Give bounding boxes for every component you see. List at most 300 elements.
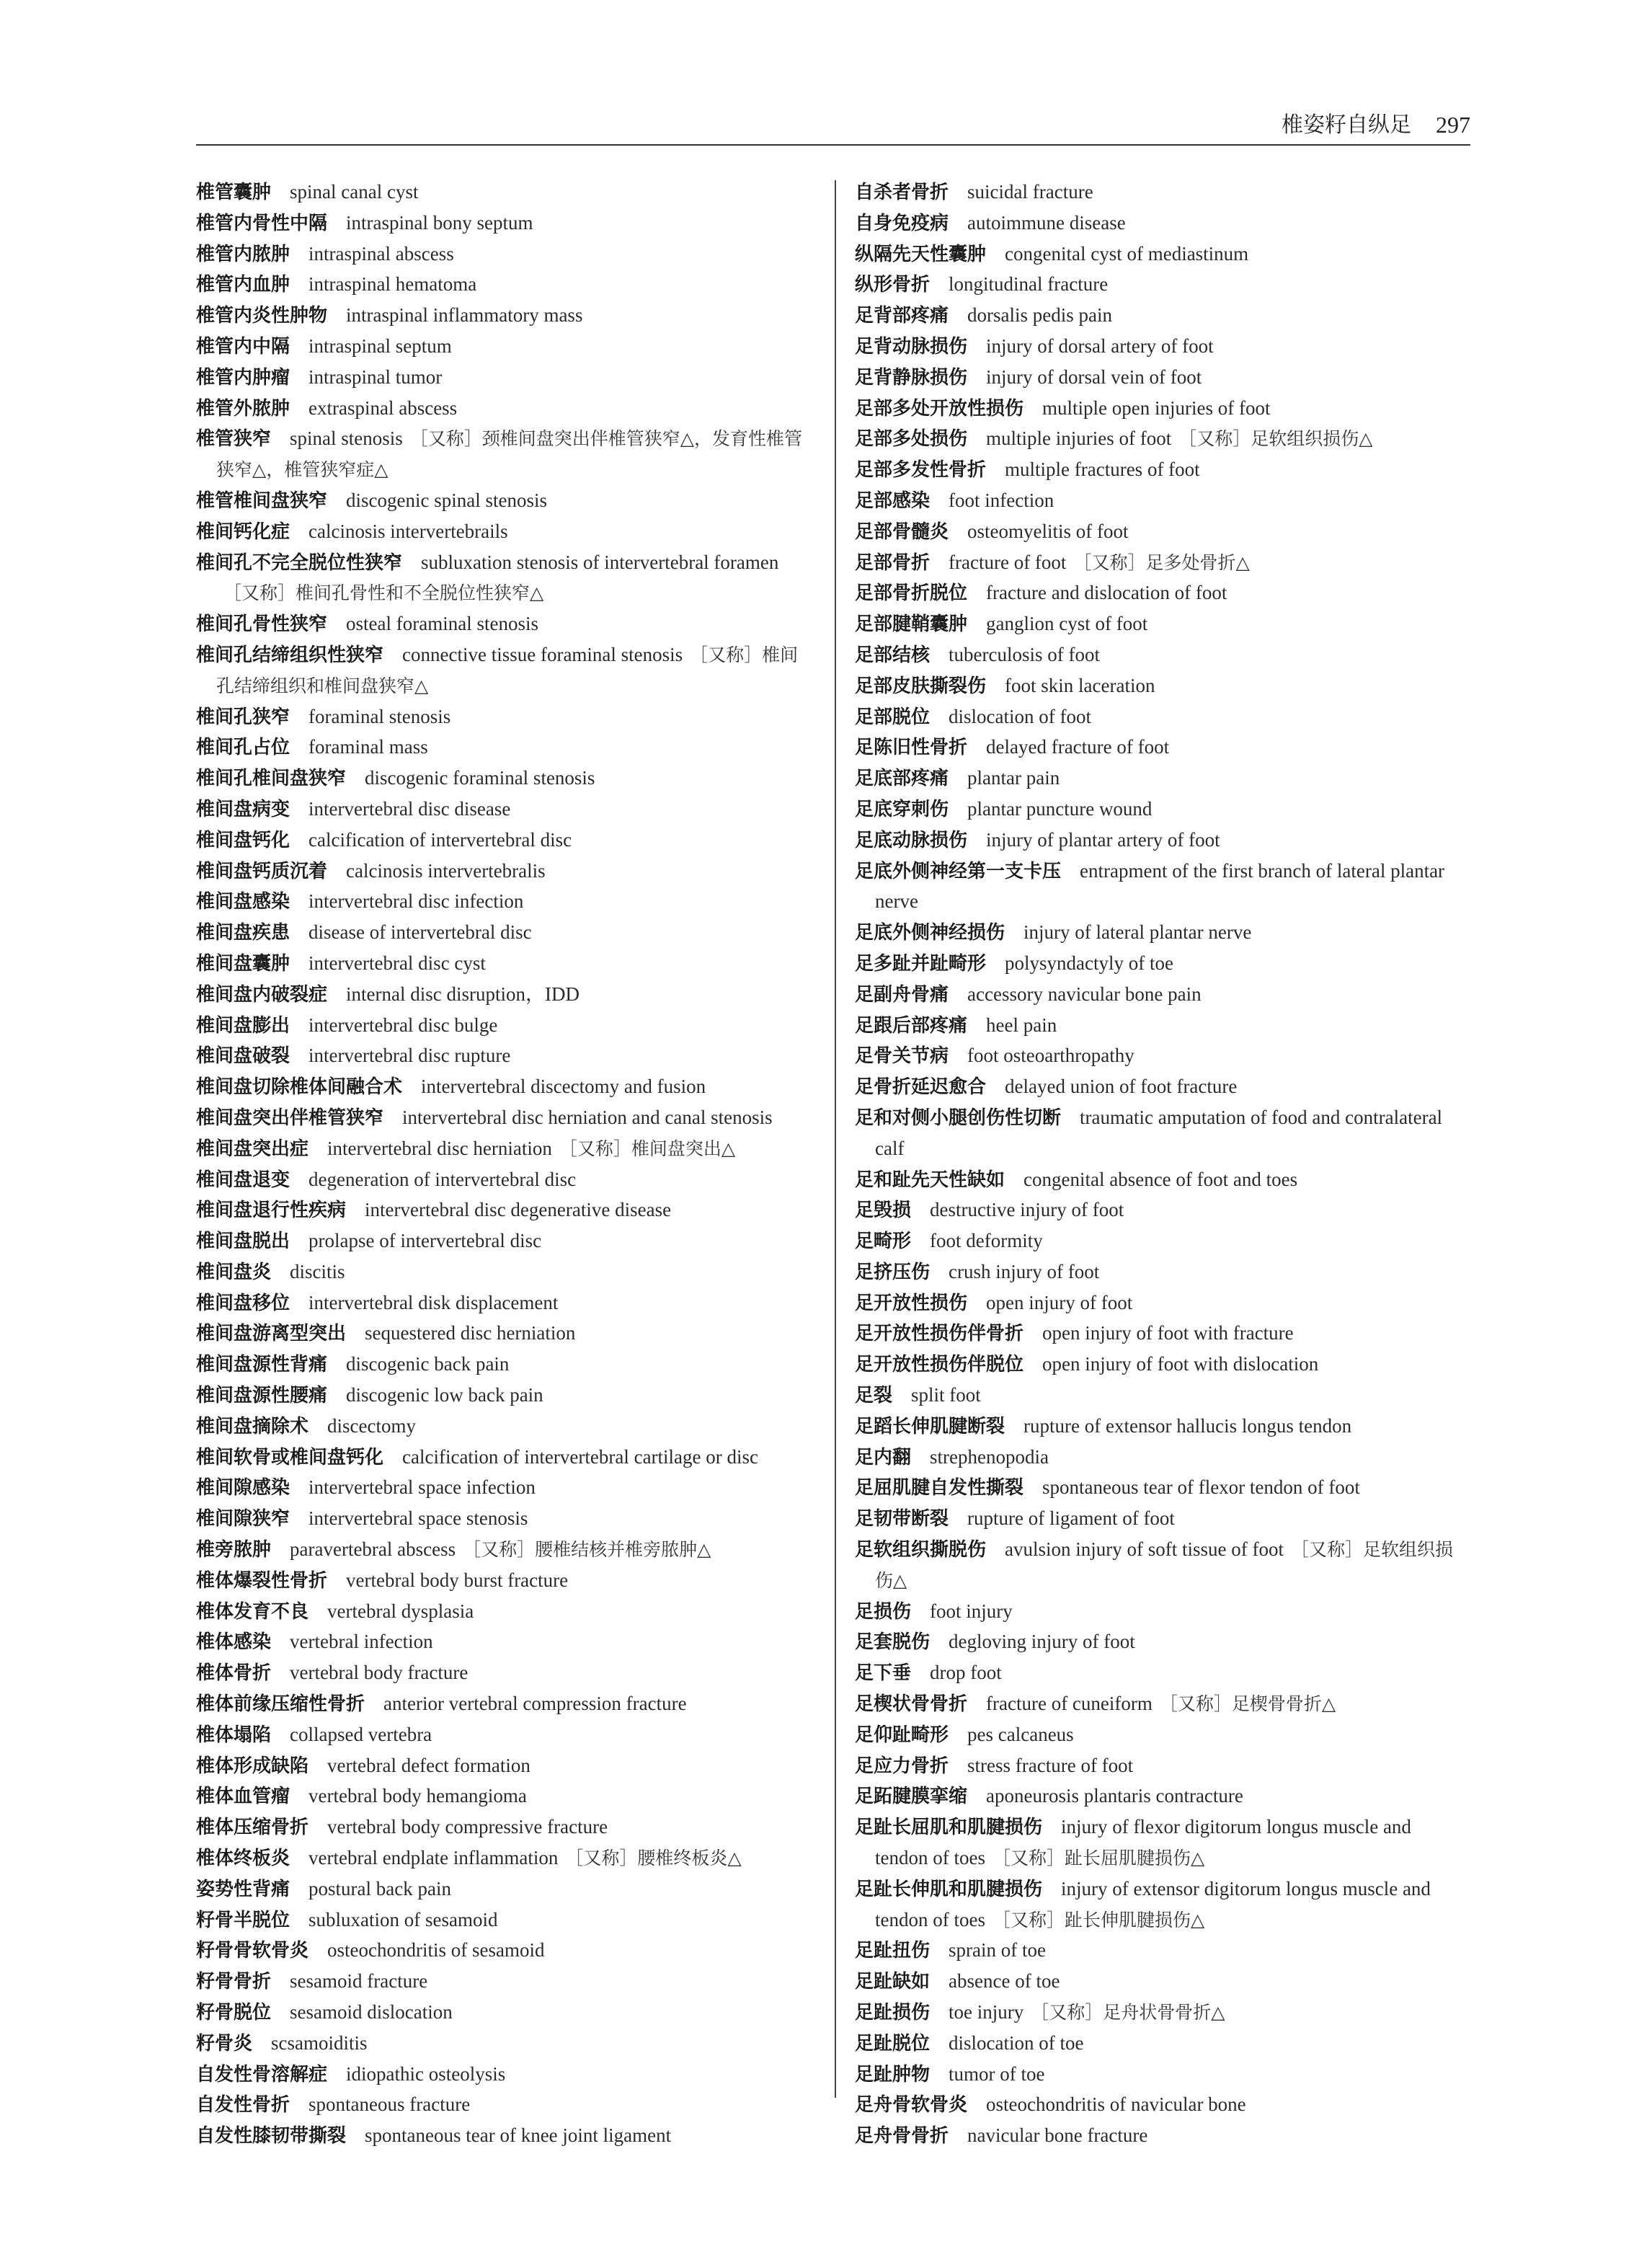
entry-english-term: sesamoid dislocation [290,2001,453,2024]
glossary-entry [196,1473,814,1504]
glossary-entry [196,763,814,794]
glossary-entry [196,825,814,856]
entry-english-term: avulsion injury of soft tissue of foot [1005,1538,1284,1561]
glossary-entry [196,1720,814,1751]
entry-english-term: calcinosis intervertebrails [308,520,508,542]
entry-chinese-term: 足毁损 [855,1200,912,1222]
entry-alternate-name: ［又称］腰椎终板炎△ [565,1848,742,1869]
entry-english-term: intraspinal inflammatory mass [346,304,583,327]
entry-chinese-term: 自发性膝韧带撕裂 [196,2125,347,2147]
entry-chinese-term: 椎间盘炎 [196,1261,272,1283]
entry-english-term: osteochondritis of sesamoid [327,1939,545,1962]
glossary-entry [196,1535,814,1566]
entry-english-term: open injury of foot with fracture [1042,1322,1294,1344]
glossary-entry [855,1936,1469,1967]
page-header [196,108,1470,146]
entry-english-term: spontaneous tear of knee joint ligament [365,2124,672,2147]
entry-english-term: congenital absence of foot and toes [1023,1168,1298,1190]
entry-chinese-term: 椎间孔占位 [196,737,290,759]
glossary-entry [855,856,1469,918]
entry-english-term: drop foot [930,1662,1002,1684]
glossary-entry [196,1134,814,1165]
entry-alternate-name: ［又称］趾长屈肌腱损伤△ [992,1848,1205,1869]
entry-chinese-term: 椎体血管瘤 [196,1786,290,1808]
entry-english-term: tumor of toe [949,2062,1045,2085]
glossary-entry [196,1504,814,1535]
entry-english-term: scsamoiditis [271,2031,368,2054]
entry-chinese-term: 足裂 [855,1385,893,1407]
glossary-entry [855,1380,1469,1411]
entry-english-term: sprain of toe [949,1939,1046,1962]
entry-alternate-name: ［又称］趾长伸肌腱损伤△ [992,1909,1205,1931]
entry-english-term: intervertebral space stenosis [308,1507,528,1530]
entry-chinese-term: 足软组织撕脱伤 [855,1539,987,1561]
glossary-entry [855,1504,1469,1535]
entry-chinese-term: 足仰趾畸形 [855,1724,949,1746]
glossary-entry [855,270,1469,301]
entry-english-term: collapsed vertebra [290,1723,432,1745]
entry-alternate-name: ［又称］足楔骨骨折△ [1159,1693,1336,1715]
entry-english-term: calcinosis intervertebralis [346,859,546,882]
entry-chinese-term: 椎间盘退变 [196,1169,290,1191]
glossary-entry [855,918,1469,949]
glossary-entry [855,1874,1469,1936]
entry-chinese-term: 足挤压伤 [855,1261,931,1283]
entry-chinese-term: 足部脱位 [855,706,931,728]
glossary-entry [855,1751,1469,1782]
entry-chinese-term: 椎间盘钙化 [196,829,290,851]
entry-english-term: pes calcaneus [967,1723,1074,1745]
entry-chinese-term: 足部骨髓炎 [855,520,949,543]
entry-english-term: discitis [290,1260,345,1282]
entry-alternate-name: ［又称］椎间孔结缔组织和椎间盘狭窄△ [216,644,799,696]
entry-english-term: destructive injury of foot [930,1199,1124,1221]
entry-english-term: intraspinal abscess [308,242,454,265]
entry-chinese-term: 足趾肿物 [855,2063,931,2086]
entry-chinese-term: 足底动脉损伤 [855,829,968,851]
entry-chinese-term: 椎体爆裂性骨折 [196,1569,328,1592]
glossary-entry [855,424,1469,455]
entry-english-term: open injury of foot with dislocation [1042,1353,1319,1375]
entry-chinese-term: 足部骨折 [855,551,931,574]
entry-chinese-term: 自发性骨折 [196,2094,290,2116]
entry-english-term: fracture and dislocation of foot [986,582,1227,604]
entry-english-term: entrapment of the first branch of lateral plantar nerve [875,859,1445,913]
entry-chinese-term: 椎管椎间盘狭窄 [196,489,328,512]
entry-chinese-term: 椎管内中隔 [196,335,290,358]
entry-english-term: fracture of cuneiform [986,1693,1153,1715]
entry-english-term: plantar pain [967,767,1060,789]
entry-chinese-term: 足和趾先天性缺如 [855,1169,1005,1191]
entry-chinese-term: 椎间盘游离型突出 [196,1323,347,1345]
glossary-entry [855,1658,1469,1689]
entry-english-term: tuberculosis of foot [949,643,1100,665]
glossary-entry [855,1288,1469,1319]
entry-english-term: intraspinal hematoma [308,273,477,296]
glossary-entry [855,1442,1469,1473]
glossary-entry [196,732,814,763]
entry-chinese-term: 足部感染 [855,489,931,512]
entry-english-term: intervertebral disc infection [308,890,524,913]
entry-chinese-term: 足套脱伤 [855,1631,931,1654]
entry-chinese-term: 椎体塌陷 [196,1724,272,1746]
entry-chinese-term: 椎间盘突出症 [196,1138,309,1160]
entry-english-term: subluxation of sesamoid [308,1908,498,1931]
entry-chinese-term: 足蹈长伸肌腱断裂 [855,1415,1005,1437]
entry-english-term: injury of dorsal artery of foot [986,334,1214,357]
entry-chinese-term: 足底外侧神经损伤 [855,922,1005,944]
entry-english-term: internal disc disruption，IDD [346,983,579,1005]
glossary-entry [855,794,1469,825]
entry-english-term: connective tissue foraminal stenosis [402,643,683,665]
glossary-entry [855,2029,1469,2060]
column-divider [835,180,836,2098]
glossary-entry [855,1349,1469,1380]
entry-english-term: osteomyelitis of foot [967,520,1129,542]
glossary-entry [196,424,814,486]
entry-chinese-term: 椎管内骨性中隔 [196,212,328,234]
entry-english-term: vertebral body hemangioma [308,1785,527,1807]
glossary-entry [196,2029,814,2060]
glossary-entry [855,1473,1469,1504]
entry-chinese-term: 纵隔先天性囊肿 [855,243,987,265]
glossary-entry [196,1165,814,1196]
glossary-entry [196,1380,814,1411]
entry-chinese-term: 足损伤 [855,1600,912,1623]
entry-chinese-term: 椎间孔狭窄 [196,706,290,728]
entry-english-term: suicidal fracture [967,181,1093,203]
glossary-entry [855,1041,1469,1072]
glossary-entry [196,548,814,610]
glossary-entry [855,1998,1469,2029]
glossary-entry [855,1597,1469,1628]
entry-chinese-term: 足趾损伤 [855,2002,931,2024]
glossary-entry [855,1781,1469,1812]
entry-chinese-term: 椎间隙狭窄 [196,1508,290,1530]
entry-english-term: delayed union of foot fracture [1005,1076,1238,1098]
glossary-entry [196,1072,814,1103]
entry-chinese-term: 足楔状骨骨折 [855,1693,968,1716]
entry-english-term: discogenic spinal stenosis [346,489,547,511]
entry-english-term: discogenic back pain [346,1353,510,1375]
entry-chinese-term: 足背部疼痛 [855,305,949,327]
glossary-entry [196,177,814,208]
entry-english-term: dislocation of toe [949,2031,1084,2054]
entry-chinese-term: 椎间盘感染 [196,891,290,913]
entry-english-term: injury of lateral plantar nerve [1023,921,1252,944]
glossary-entry [196,1442,814,1473]
glossary-entry [196,1226,814,1257]
entry-english-term: spontaneous fracture [308,2093,471,2116]
glossary-entry [196,1103,814,1134]
entry-english-term: intervertebral disc herniation and canal stenosis [402,1106,773,1128]
glossary-entry [855,1720,1469,1751]
header-title: 椎姿籽自纵足 [1282,112,1411,138]
entry-english-term: open injury of foot [986,1291,1133,1313]
glossary-entry [196,1627,814,1658]
entry-chinese-term: 椎体压缩骨折 [196,1817,309,1839]
glossary-entry [196,2121,814,2152]
glossary-entry [855,2090,1469,2121]
glossary-entry [196,1318,814,1349]
entry-english-term: absence of toe [949,1970,1060,1993]
glossary-entry [196,1781,814,1812]
glossary-entry [196,1874,814,1905]
glossary-entry [196,1195,814,1226]
entry-alternate-name: ［又称］足舟状骨骨折△ [1031,2002,1225,2024]
glossary-entry [196,1011,814,1042]
entry-english-term: multiple open injuries of foot [1042,396,1271,419]
entry-chinese-term: 足部多处损伤 [855,428,968,451]
entry-english-term: intervertebral disc degenerative disease [365,1199,672,1221]
glossary-entry [855,1535,1469,1597]
entry-english-term: navicular bone fracture [967,2124,1148,2147]
glossary-entry [855,548,1469,579]
entry-alternate-name: ［又称］足软组织损伤△ [1178,428,1373,450]
entry-english-term: strephenopodia [930,1445,1049,1468]
entry-english-term: intervertebral disc bulge [308,1014,498,1036]
glossary-entry [196,363,814,394]
entry-chinese-term: 足部腱鞘囊肿 [855,613,968,636]
glossary-entry [196,394,814,425]
entry-english-term: autoimmune disease [967,211,1126,234]
entry-english-term: vertebral body compressive fracture [327,1816,608,1838]
entry-chinese-term: 足底穿刺伤 [855,798,949,820]
entry-english-term: discogenic low back pain [346,1384,543,1406]
glossary-entry [855,1103,1469,1165]
entry-english-term: extraspinal abscess [308,396,458,419]
glossary-entry [196,517,814,548]
entry-english-term: intervertebral space infection [308,1476,536,1499]
glossary-entry [855,301,1469,332]
glossary-entry [855,1072,1469,1103]
entry-chinese-term: 椎间盘内破裂症 [196,983,328,1006]
glossary-entry [196,1597,814,1628]
glossary-entry [855,2060,1469,2091]
entry-chinese-term: 足和对侧小腿创伤性切断 [855,1107,1062,1129]
entry-chinese-term: 椎管囊肿 [196,182,272,203]
entry-chinese-term: 椎管内肿瘤 [196,366,290,389]
entry-english-term: sesamoid fracture [290,1970,428,1993]
entry-english-term: intraspinal bony septum [346,211,533,234]
entry-chinese-term: 椎间盘源性腰痛 [196,1385,328,1407]
entry-english-term: intervertebral disc cyst [308,952,486,974]
glossary-entry [855,1226,1469,1257]
entry-english-term: multiple injuries of foot [986,427,1172,450]
entry-english-term: intervertebral disc herniation [327,1137,552,1159]
entry-english-term: injury of flexor digitorum longus muscle and tendon of toes [875,1816,1411,1869]
entry-chinese-term: 籽骨炎 [196,2032,253,2055]
entry-chinese-term: 足应力骨折 [855,1755,949,1777]
entry-chinese-term: 椎管狭窄 [196,428,272,451]
entry-english-term: sequestered disc herniation [365,1322,576,1344]
glossary-entry [855,517,1469,548]
entry-english-term: vertebral dysplasia [327,1600,474,1622]
glossary-entry [855,1411,1469,1442]
glossary-entry [196,980,814,1011]
right-column [855,177,1469,2152]
entry-english-term: stress fracture of foot [967,1754,1134,1776]
entry-chinese-term: 椎间钙化症 [196,520,290,543]
glossary-entry [855,239,1469,270]
glossary-entry [196,794,814,825]
entry-chinese-term: 足屈肌腱自发性撕裂 [855,1477,1024,1499]
entry-chinese-term: 足趾扭伤 [855,1940,931,1962]
glossary-entry [196,1041,814,1072]
glossary-entry [196,1257,814,1288]
glossary-entry [855,702,1469,733]
glossary-entry [855,980,1469,1011]
entry-chinese-term: 足跟后部疼痛 [855,1014,968,1037]
glossary-entry [196,1411,814,1442]
entry-chinese-term: 椎体骨折 [196,1662,272,1685]
glossary-entry [855,1165,1469,1196]
glossary-entry [855,609,1469,640]
entry-chinese-term: 椎间孔椎间盘狭窄 [196,768,347,790]
glossary-entry [855,1195,1469,1226]
entry-chinese-term: 椎体感染 [196,1631,272,1654]
glossary-entry [855,486,1469,517]
entry-chinese-term: 椎体发育不良 [196,1600,309,1623]
entry-english-term: prolapse of intervertebral disc [308,1230,542,1252]
glossary-entry [855,1318,1469,1349]
entry-english-term: rupture of ligament of foot [967,1507,1175,1530]
entry-english-term: anterior vertebral compression fracture [383,1693,687,1715]
entry-english-term: disease of intervertebral disc [308,921,532,944]
entry-chinese-term: 足底部疼痛 [855,768,949,790]
entry-chinese-term: 籽骨骨折 [196,1971,272,1993]
entry-english-term: congenital cyst of mediastinum [1005,242,1249,265]
entry-english-term: ganglion cyst of foot [986,613,1148,635]
entry-english-term: foot deformity [930,1230,1043,1252]
entry-chinese-term: 椎旁脓肿 [196,1539,272,1561]
entry-chinese-term: 足背动脉损伤 [855,335,968,358]
entry-english-term: dorsalis pedis pain [967,304,1112,327]
entry-chinese-term: 自身免疫病 [855,212,949,234]
entry-english-term: paravertebral abscess [290,1538,456,1561]
glossary-entry [855,2121,1469,2152]
entry-chinese-term: 足趾脱位 [855,2032,931,2055]
entry-english-term: intervertebral discectomy and fusion [421,1076,706,1098]
glossary-entry [196,270,814,301]
entry-english-term: discogenic foraminal stenosis [365,767,595,789]
entry-english-term: vertebral defect formation [327,1754,530,1776]
entry-chinese-term: 椎间盘移位 [196,1292,290,1314]
entry-english-term: degeneration of intervertebral disc [308,1168,577,1190]
glossary-entry [855,1689,1469,1720]
glossary-entry [196,1843,814,1874]
glossary-entry [855,177,1469,208]
entry-chinese-term: 足韧带断裂 [855,1508,949,1530]
entry-chinese-term: 籽骨骨软骨炎 [196,1940,309,1962]
entry-chinese-term: 椎间盘破裂 [196,1045,290,1068]
glossary-entry [855,671,1469,702]
entry-chinese-term: 纵形骨折 [855,274,931,296]
glossary-entry [855,732,1469,763]
entry-english-term: plantar puncture wound [967,797,1153,820]
entry-english-term: spinal canal cyst [290,181,419,203]
entry-english-term: injury of extensor digitorum longus muscle and tendon of toes [875,1877,1431,1931]
entry-chinese-term: 椎间盘突出伴椎管狭窄 [196,1107,384,1129]
entry-chinese-term: 椎间盘切除椎体间融合术 [196,1076,403,1099]
left-column [196,177,814,2152]
entry-chinese-term: 足部皮肤撕裂伤 [855,675,987,697]
entry-chinese-term: 足部结核 [855,644,931,666]
glossary-entry [196,1812,814,1843]
entry-english-term: subluxation stenosis of intervertebral foramen [421,551,779,573]
entry-english-term: toe injury [949,2001,1024,2024]
glossary-entry [196,1349,814,1380]
entry-english-term: intraspinal septum [308,334,452,357]
entry-alternate-name: ［又称］足多处骨折△ [1073,551,1250,573]
glossary-entry [855,578,1469,609]
entry-english-term: foraminal mass [308,736,428,758]
glossary-entry [855,394,1469,425]
glossary-entry [196,1689,814,1720]
entry-english-term: vertebral infection [290,1631,433,1653]
entry-english-term: calcification of intervertebral cartilage or disc [402,1445,759,1468]
entry-chinese-term: 足内翻 [855,1446,912,1468]
entry-english-term: spinal stenosis [290,427,403,450]
entry-chinese-term: 椎间盘囊肿 [196,952,290,975]
glossary-entry [196,640,814,702]
entry-chinese-term: 椎体形成缺陷 [196,1755,309,1777]
glossary-entry [196,887,814,918]
entry-english-term: intervertebral disc disease [308,797,511,820]
entry-chinese-term: 足舟骨骨折 [855,2125,949,2147]
glossary-entry [855,208,1469,239]
entry-english-term: fracture of foot [949,551,1067,573]
entry-english-term: accessory navicular bone pain [967,983,1202,1005]
glossary-entry [855,1257,1469,1288]
page-number: 297 [1436,112,1470,138]
entry-chinese-term: 自杀者骨折 [855,182,949,203]
entry-alternate-name: ［又称］腰椎结核并椎旁脓肿△ [463,1539,711,1561]
entry-chinese-term: 足下垂 [855,1662,912,1685]
glossary-entry [855,763,1469,794]
glossary-entry [196,1967,814,1998]
entry-chinese-term: 椎间盘膨出 [196,1014,290,1037]
entry-chinese-term: 椎体终板炎 [196,1848,290,1870]
entry-english-term: degloving injury of foot [949,1631,1135,1653]
entry-chinese-term: 椎间盘疾患 [196,922,290,944]
entry-chinese-term: 椎管内炎性肿物 [196,305,328,327]
entry-chinese-term: 足趾长屈肌和肌腱损伤 [855,1817,1043,1839]
entry-chinese-term: 椎管外脓肿 [196,397,290,420]
entry-english-term: foot skin laceration [1005,674,1155,696]
entry-english-term: intervertebral disk displacement [308,1291,559,1313]
glossary-entry [855,640,1469,671]
glossary-entry [196,332,814,363]
entry-english-term: osteal foraminal stenosis [346,613,538,635]
entry-english-term: discectomy [327,1414,416,1437]
entry-chinese-term: 足部多处开放性损伤 [855,397,1024,420]
entry-chinese-term: 足副舟骨痛 [855,983,949,1006]
entry-english-term: crush injury of foot [949,1260,1100,1282]
glossary-entry [196,2090,814,2121]
entry-chinese-term: 椎间盘脱出 [196,1231,290,1253]
entry-english-term: vertebral body burst fracture [346,1569,569,1591]
entry-chinese-term: 椎间盘摘除术 [196,1415,309,1437]
glossary-entry [855,1011,1469,1042]
glossary-entry [196,702,814,733]
entry-chinese-term: 籽骨脱位 [196,2002,272,2024]
entry-chinese-term: 足底外侧神经第一支卡压 [855,860,1062,882]
entry-english-term: polysyndactyly of toe [1005,952,1173,974]
glossary-entry [855,949,1469,980]
entry-english-term: vertebral endplate inflammation [308,1847,559,1869]
entry-chinese-term: 椎间隙感染 [196,1477,290,1499]
